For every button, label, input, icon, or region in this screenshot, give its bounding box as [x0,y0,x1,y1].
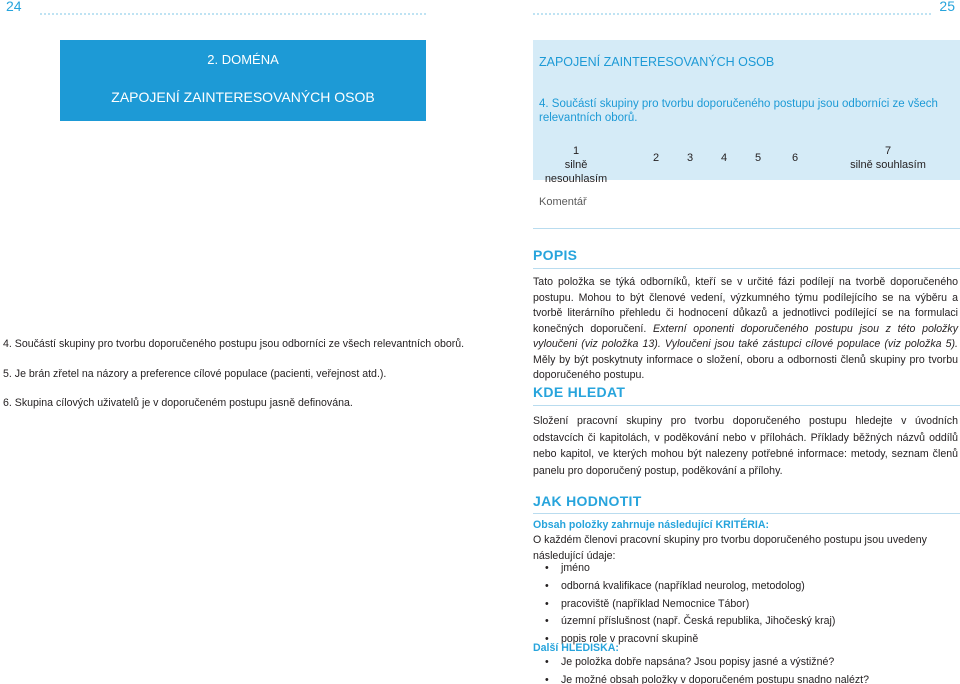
jak-heading: JAK HODNOTIT [533,493,642,509]
rating-scale [533,144,960,185]
scale-number-2: 2 [652,152,660,164]
popis-text-plain: Tato položka se týká odborníků, kteří se v určité fázi podílejí na tvorbě doporučeného postupu. Mohou to být členové vedení, výzkumného týmu podílejícího se na výběru a tvorbě literárního přehledu či hodnocení důkazů a jednotlivci podílející se na formulaci konečných doporučení. [533,276,958,335]
comment-divider [533,228,960,229]
rating-box-title: ZAPOJENÍ ZAINTERESOVANÝCH OSOB [539,55,775,69]
popis-text-end: Měly by být poskytnuty informace o složení, oboru a odbornosti členů skupiny pro tvorbu doporučeného postupu. [533,353,958,381]
popis-text [533,275,958,384]
criteria-item: • pracoviště (například Nemocnice Tábor) [545,596,835,614]
criteria-item: • jméno [545,560,835,578]
domain-banner [60,40,426,121]
considerations-title: Další HLEDISKA: [533,642,619,654]
scale-number-3: 3 [686,152,694,164]
criteria-list [545,560,835,649]
scale-option-4[interactable] [718,151,730,165]
criteria-item: • odborná kvalifikace (například neurolog, metodolog) [545,578,835,596]
scale-option-6[interactable] [789,151,801,165]
left-item-5: 5. Je brán zřetel na názory a preference cílové populace (pacienti, veřejnost atd.). [3,368,387,380]
scale-number-1: 1 [572,145,580,157]
scale-number-5: 5 [754,152,762,164]
scale-option-5[interactable] [752,151,764,165]
kde-text: Složení pracovní skupiny pro tvorbu doporučeného postupu hledejte v úvodních odstavcích či kapitolách, v poděkování nebo v přílohách. Příklady běžných názvů oddílů nebo kapitol, ve kterých mohou být nalezeny potřebné informace: metody, seznam členů panelu pro doporučený postup, poděkování a přílohy. [533,415,958,477]
page-number-left: 24 [6,0,22,14]
consideration-item: • Je položka dobře napsána? Jsou popisy jasné a výstižné? [545,654,869,672]
kde-heading: KDE HLEDAT [533,384,626,400]
comment-label: Komentář [539,196,587,208]
popis-divider [533,268,960,269]
scale-number-7: 7 [884,145,892,157]
domain-title: ZAPOJENÍ ZAINTERESOVANÝCH OSOB [111,89,375,105]
dotted-rule-left [40,13,426,15]
page-number-right: 25 [939,0,955,14]
rating-box [533,40,960,185]
scale-low-label: silně nesouhlasím [544,159,608,185]
scale-option-3[interactable] [684,151,696,165]
criteria-intro: O každém členovi pracovní skupiny pro tvorbu doporučeného postupu jsou uvedeny následující údaje: [533,534,927,562]
scale-high-label: silně souhlasím [850,159,926,171]
scale-number-6: 6 [791,152,799,164]
rating-question: 4. Součástí skupiny pro tvorbu doporučeného postupu jsou odborníci ze všech relevantních oborů. [539,98,938,124]
considerations-list [545,654,869,684]
popis-heading: POPIS [533,247,578,263]
dotted-rule-right [533,13,931,15]
scale-option-7[interactable] [840,144,936,172]
left-item-4: 4. Součástí skupiny pro tvorbu doporučeného postupu jsou odborníci ze všech relevantních oborů. [3,338,465,350]
kde-divider [533,405,960,406]
scale-option-2[interactable] [650,151,662,165]
criteria-item: • popis role v pracovní skupině [545,631,835,649]
consideration-item: • Je možné obsah položky v doporučeném postupu snadno nalézt? [545,672,869,684]
criteria-item: • územní příslušnost (např. Česká republika, Jihočeský kraj) [545,613,835,631]
left-item-6: 6. Skupina cílových uživatelů je v doporučeném postupu jasně definována. [3,397,353,409]
popis-text-italic: Externí oponenti doporučeného postupu jsou z této položky vyloučeni (viz položka 13). Vyloučeni jsou také zástupci cílové populace (viz položka 5). [533,322,958,350]
scale-option-1[interactable] [533,144,619,186]
domain-label: 2. DOMÉNA [207,52,279,67]
jak-divider [533,513,960,514]
criteria-title: Obsah položky zahrnuje následující KRITÉRIA: [533,519,770,531]
scale-number-4: 4 [720,152,728,164]
